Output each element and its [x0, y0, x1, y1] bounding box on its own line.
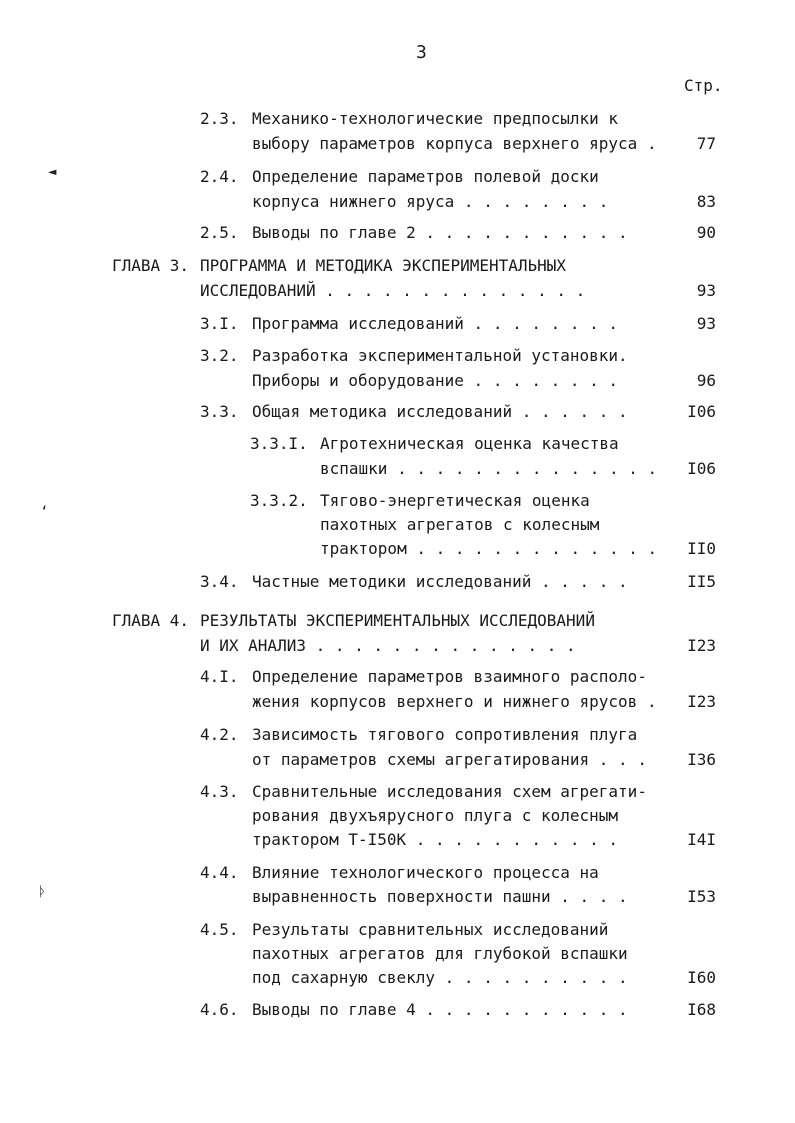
- toc-entry-title-line: ИССЛЕДОВАНИЙ . . . . . . . . . . . . . .: [200, 281, 586, 300]
- toc-entry-number: 4.3.: [200, 782, 239, 801]
- toc-entry-title-line: трактором Т-I50К . . . . . . . . . . .: [252, 830, 619, 849]
- toc-entry-page: II5: [687, 572, 716, 591]
- toc-entry-title-line: Выводы по главе 2 . . . . . . . . . . .: [252, 223, 628, 242]
- toc-entry-title-line: Агротехническая оценка качества: [320, 434, 619, 453]
- toc-entry-title-line: пахотных агрегатов с колесным: [320, 515, 600, 534]
- toc-entry-number: 3.2.: [200, 346, 239, 365]
- toc-entry-page: 96: [696, 371, 716, 390]
- toc-entry-title-line: под сахарную свеклу . . . . . . . . . .: [252, 968, 628, 987]
- toc-entry-number: ГЛАВА 3.: [112, 256, 190, 275]
- toc-entry-page: 93: [696, 314, 716, 333]
- toc-entry-page: I06: [687, 459, 716, 478]
- toc-entry-number: 3.3.2.: [250, 491, 308, 510]
- toc-entry-title-line: Программа исследований . . . . . . . .: [252, 314, 619, 333]
- toc-entry-page: 77: [696, 134, 716, 153]
- toc-entry-title-line: корпуса нижнего яруса . . . . . . . .: [252, 192, 609, 211]
- toc-entry-title-line: от параметров схемы агрегатирования . . .: [252, 750, 647, 769]
- toc-entry-page: I53: [687, 887, 716, 906]
- toc-entry-title-line: Разработка экспериментальной установки.: [252, 346, 628, 365]
- toc-entry-title-line: выравненность поверхности пашни . . . .: [252, 887, 628, 906]
- toc-entry-title-line: Механико-технологические предпосылки к: [252, 109, 619, 128]
- toc-entry-title-line: РЕЗУЛЬТАТЫ ЭКСПЕРИМЕНТАЛЬНЫХ ИССЛЕДОВАНИЙ: [200, 611, 595, 630]
- scan-mark-icon: ◄: [48, 164, 57, 180]
- toc-entry-page: 90: [696, 223, 716, 242]
- toc-entry-title-line: вспашки . . . . . . . . . . . . . .: [320, 459, 658, 478]
- toc-entry-title-line: Зависимость тягового сопротивления плуга: [252, 725, 638, 744]
- toc-entry-number: 2.4.: [200, 167, 239, 186]
- toc-entry-title-line: жения корпусов верхнего и нижнего ярусов .: [252, 692, 657, 711]
- toc-entry-number: 4.6.: [200, 1000, 239, 1019]
- toc-entry-number: 3.I.: [200, 314, 239, 333]
- scan-mark-icon: ʻ: [40, 504, 49, 520]
- page-column-label: Стр.: [684, 76, 723, 95]
- toc-entry-number: 2.3.: [200, 109, 239, 128]
- toc-entry-title-line: Влияние технологического процесса на: [252, 863, 599, 882]
- toc-entry-title-line: Тягово-энергетическая оценка: [320, 491, 590, 510]
- toc-entry-title-line: ПРОГРАММА И МЕТОДИКА ЭКСПЕРИМЕНТАЛЬНЫХ: [200, 256, 567, 275]
- toc-entry-page: I68: [687, 1000, 716, 1019]
- toc-entry-page: I23: [687, 636, 716, 655]
- toc-entry-title-line: Выводы по главе 4 . . . . . . . . . . .: [252, 1000, 628, 1019]
- page-number: 3: [416, 42, 427, 63]
- toc-entry-title-line: рования двухъярусного плуга с колесным: [252, 806, 619, 825]
- toc-entry-number: 4.5.: [200, 920, 239, 939]
- toc-entry-page: I36: [687, 750, 716, 769]
- toc-entry-page: I23: [687, 692, 716, 711]
- toc-entry-number: 2.5.: [200, 223, 239, 242]
- toc-entry-number: 3.4.: [200, 572, 239, 591]
- scan-mark-icon: ᚦ: [38, 884, 47, 900]
- toc-entry-title-line: И ИХ АНАЛИЗ . . . . . . . . . . . . . .: [200, 636, 576, 655]
- toc-entry-number: 3.3.I.: [250, 434, 308, 453]
- toc-entry-title-line: Определение параметров взаимного располо-: [252, 667, 647, 686]
- toc-entry-page: II0: [687, 539, 716, 558]
- toc-entry-page: I06: [687, 402, 716, 421]
- toc-entry-title-line: трактором . . . . . . . . . . . . .: [320, 539, 658, 558]
- toc-entry-title-line: выбору параметров корпуса верхнего яруса .: [252, 134, 657, 153]
- toc-entry-title-line: пахотных агрегатов для глубокой вспашки: [252, 944, 628, 963]
- toc-entry-number: 4.2.: [200, 725, 239, 744]
- toc-entry-number: ГЛАВА 4.: [112, 611, 190, 630]
- toc-entry-page: 83: [696, 192, 716, 211]
- toc-entry-page: I4I: [687, 830, 716, 849]
- toc-entry-page: 93: [696, 281, 716, 300]
- toc-entry-title-line: Результаты сравнительных исследований: [252, 920, 609, 939]
- toc-entry-page: I60: [687, 968, 716, 987]
- toc-entry-title-line: Общая методика исследований . . . . . .: [252, 402, 628, 421]
- toc-entry-number: 4.I.: [200, 667, 239, 686]
- toc-entry-title-line: Приборы и оборудование . . . . . . . .: [252, 371, 619, 390]
- toc-entry-title-line: Определение параметров полевой доски: [252, 167, 599, 186]
- toc-entry-number: 4.4.: [200, 863, 239, 882]
- toc-entry-title-line: Сравнительные исследования схем агрегати-: [252, 782, 647, 801]
- toc-entry-title-line: Частные методики исследований . . . . .: [252, 572, 628, 591]
- toc-entry-number: 3.3.: [200, 402, 239, 421]
